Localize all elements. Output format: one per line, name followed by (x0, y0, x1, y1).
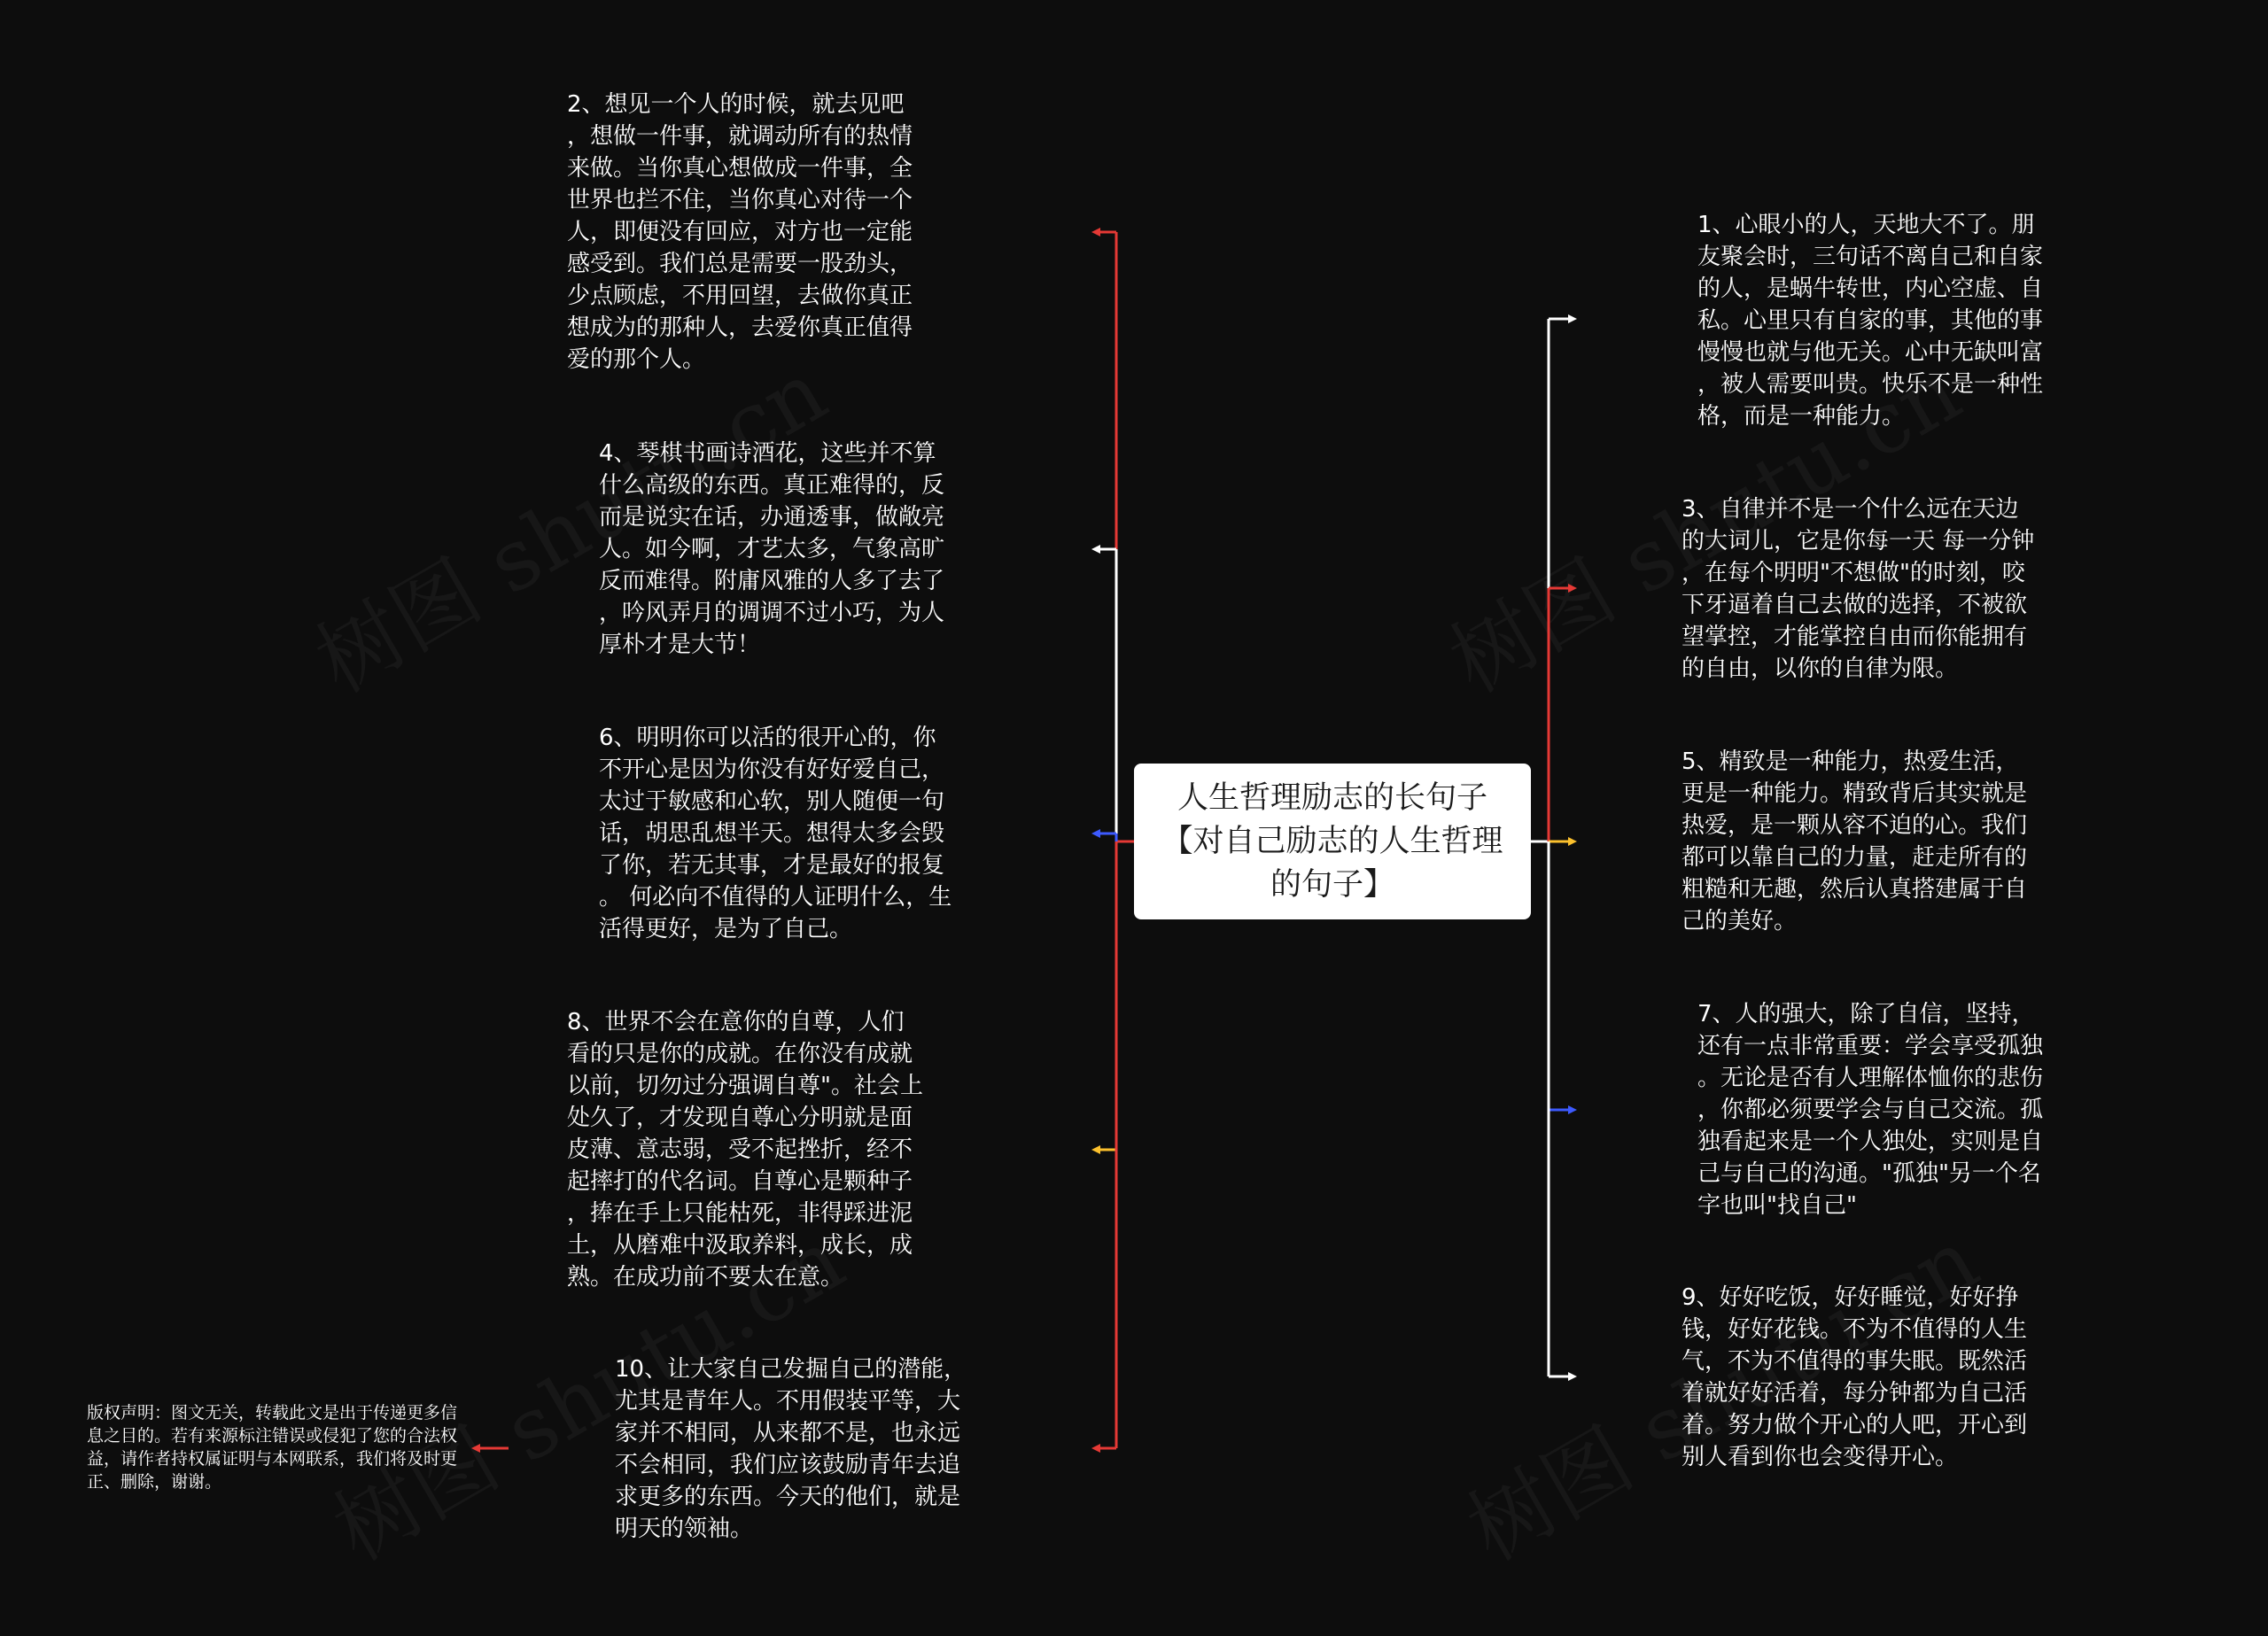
branch-node-2[interactable]: 2、想见一个人的时候，就去见吧 ，想做一件事，就调动所有的热情 来做。当你真心想做成一件事，全 世界也拦不住，当你真心对待一个 人，即便没有回应，对方也一定能 感受到。我们总是需要一股劲头， 少点顾虑，不用回望，去做你真正 想成为的那种人，去爱你真正值得 爱的那个人。 (567, 91, 913, 373)
arrow-icon (1091, 228, 1100, 236)
branch-node-8[interactable]: 8、世界不会在意你的自尊，人们 看的只是你的成就。在你没有成就 以前，切勿过分强调自尊"。社会上 处久了，才发现自尊心分明就是面 皮薄、意志弱，受不起挫折，经不 起摔打的代名词。自尊心是颗种子 ，捧在手上只能枯死，非得踩进泥 土，从磨难中汲取养料，成长，成 熟。在成功前不要太在意。 (567, 1009, 923, 1291)
arrow-icon (1091, 545, 1100, 554)
arrow-icon (1568, 837, 1577, 846)
branch-node-6[interactable]: 6、明明你可以活的很开心的，你 不开心是因为你没有好好爱自己， 太过于敏感和心软，别人随便一句 话，胡思乱想半天。想得太多会毁 了你，若无其事，才是最好的报复 。 何必向不值得的人证明什么，生 活得更好，是为了自己。 (599, 725, 952, 942)
arrow-icon (1091, 1444, 1100, 1453)
arrow-icon (1091, 829, 1100, 838)
central-topic[interactable] (1134, 764, 1531, 919)
branch-node-1[interactable]: 1、心眼小的人，天地大不了。朋 友聚会时，三句话不离自己和自家 的人，是蜗牛转世，内心空虚、自 私。心里只有自家的事，其他的事 慢慢也就与他无关。心中无缺叫富 ，被人需要叫贵。快乐不是一种性 格，而是一种能力。 (1697, 212, 2044, 430)
arrow-icon (471, 1444, 480, 1453)
branch-node-4[interactable]: 4、琴棋书画诗酒花，这些并不算 什么高级的东西。真正难得的，反 而是说实在话，办通透事，做敞亮 人。如今啊，才艺太多，气象高旷 反而难得。附庸风雅的人多了去了 ，吟风弄月的调调不过小巧，为人 厚朴才是大节！ (599, 440, 945, 658)
arrow-icon (1568, 584, 1577, 593)
branch-node-7[interactable]: 7、人的强大，除了自信，坚持， 还有一点非常重要：学会享受孤独 。无论是否有人理解体恤你的悲伤 ，你都必须要学会与自己交流。孤 独看起来是一个人独处，实则是自 己与自己的沟通。"孤独"另一个名 字也叫"找自己" (1697, 1001, 2044, 1219)
branch-node-3[interactable]: 3、自律并不是一个什么远在天边 的大词儿，它是你每一天 每一分钟 ，在每个明明"不想做"的时刻，咬 下牙逼着自己去做的选择，不被欲 望掌控，才能掌控自由而你能拥有 的自由，以你的自律为限。 (1682, 496, 2035, 682)
arrow-icon (1568, 1372, 1577, 1381)
copyright-notice: 版权声明：图文无关，转载此文是出于传递更多信息之目的。若有来源标注错误或侵犯了您的合法权益，请作者持权属证明与本网联系，我们将及时更正、删除，谢谢。 (87, 1403, 458, 1492)
arrow-icon (1568, 1105, 1577, 1114)
central-topic-label: 人生哲理励志的长句子【对自己励志的人生哲理的句子】 (1161, 779, 1503, 903)
arrow-icon (1568, 314, 1577, 323)
branch-node-5[interactable]: 5、精致是一种能力，热爱生活， 更是一种能力。精致背后其实就是 热爱，是一颗从容不迫的心。我们 都可以靠自己的力量，赶走所有的 粗糙和无趣，然后认真搭建属于自 己的美好。 (1682, 748, 2028, 934)
branch-node-9[interactable]: 9、好好吃饭，好好睡觉，好好挣 钱，好好花钱。不为不值得的人生 气，不为不值得的事失眠。既然活 着就好好活着，每分钟都为自己活 着。努力做个开心的人吧，开心到 别人看到你也会变得开心。 (1682, 1284, 2028, 1470)
arrow-icon (1091, 1145, 1100, 1154)
branch-node-10[interactable]: 10、让大家自己发掘自己的潜能， 尤其是青年人。不用假装平等，大 家并不相同，从来都不是，也永远 不会相同，我们应该鼓励青年去追 求更多的东西。今天的他们，就是 明天的领袖。 (615, 1356, 967, 1542)
